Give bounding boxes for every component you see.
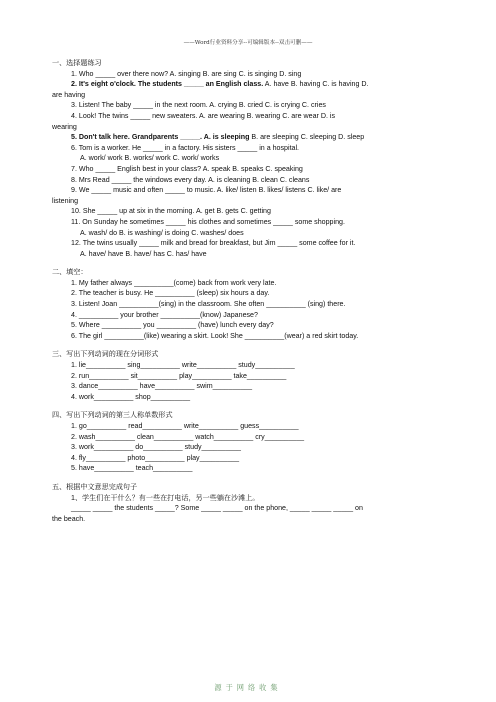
section-title: 一、选择题练习 (52, 58, 102, 67)
section-title: 四、写出下列动词的第三人称单数形式 (52, 410, 173, 420)
question-line: 1、学生们在干什么？有一些在打电话，另一些躺在沙滩上。 (71, 493, 260, 502)
question-line: _____ _____ the students _____? Some _____ _____ on the phone, _____ _____ _____ on (71, 504, 363, 513)
question-line: 9. We _____ music and often _____ to music. A. like/ listen B. likes/ listens C. like/ are (71, 186, 342, 195)
section-title: 五、根据中文意思完成句子 (52, 481, 138, 491)
line-continuation: the beach. (52, 514, 86, 523)
line-rest: A. have B. having C. is having D. (263, 80, 369, 89)
question-line: 8. Mrs Read _____ the windows every day. A. is cleaning B. clean C. cleans (71, 175, 310, 184)
question-line: 11. On Sunday he sometimes _____ his clothes and sometimes _____ some shopping. (71, 217, 345, 226)
bold-text: 2. It's eight o'clock. The students _____ an English class. (71, 80, 264, 89)
question-line: 1. lie__________ sing__________ write__________ study__________ (71, 361, 295, 370)
section-title: 三、写出下列动词的现在分词形式 (52, 349, 159, 359)
question-line: 3. work__________ do__________ study__________ (71, 443, 242, 452)
question-line: 12. The twins usually _____ milk and bread for breakfast, but Jim _____ some coffee for it. (71, 239, 356, 248)
bold-text: 5. Don't talk here. Grandparents _____. A. is sleeping (71, 133, 250, 142)
question-line: 5. Where __________ you __________ (have) lunch every day? (71, 321, 274, 330)
question-line: 6. Tom is a worker. He _____ in a factory. His sisters _____ in a hospital. (71, 143, 300, 152)
question-line: 3. dance__________ have__________ swim__________ (71, 382, 253, 391)
question-line: 5. have__________ teach__________ (71, 464, 193, 473)
section-title: 二、填空： (52, 267, 88, 277)
line-continuation: listening (52, 196, 79, 205)
question-line: 7. Who _____ English best in your class? A. speak B. speaks C. speaking (71, 164, 303, 173)
question-line (52, 79, 444, 90)
answer-options: A. work/ work B. works/ work C. work/ works (80, 154, 220, 163)
question-line: 6. The girl __________(like) wearing a skirt. Look! She __________(wear) a red skirt today. (71, 331, 359, 340)
question-line: 1. My father always __________(come) back from work very late. (71, 278, 277, 287)
answer-options: A. have/ have B. have/ has C. has/ have (80, 249, 207, 258)
question-line: 10. She _____ up at six in the morning. A. get B. gets C. getting (71, 207, 271, 216)
document-body (52, 58, 444, 524)
line-rest: B. are sleeping C. sleeping D. sleep (249, 133, 365, 142)
question-line: 1. go__________ read__________ write__________ guess__________ (71, 422, 299, 430)
question-line: 4. fly__________ photo__________ play__________ (71, 453, 240, 462)
page-header: ——Word行业资料分享--可编辑版本--双击可删—— (183, 40, 313, 46)
question-line: 3. Listen! The baby _____ in the next room. A. crying B. cried C. is crying C. cries (71, 101, 326, 110)
question-line: 4. __________ your brother __________(know) Japanese? (71, 310, 258, 319)
question-line: 2. wash__________ clean__________ watch__________ cry__________ (71, 432, 305, 441)
line-continuation: are having (52, 90, 86, 99)
answer-options: A. wash/ do B. is washing/ is doing C. washes/ does (80, 228, 244, 237)
page-footer: 源于网络收集 (214, 683, 282, 692)
question-line (52, 132, 444, 143)
question-line: 1. Who _____ over there now? A. singing B. are sing C. is singing D. sing (71, 69, 302, 78)
line-continuation: wearing (52, 122, 77, 131)
question-line: 2. The teacher is busy. He __________ (sleep) six hours a day. (71, 289, 270, 298)
question-line: 4. work__________ shop__________ (71, 392, 191, 401)
question-line: 3. Listen! Joan __________(sing) in the classroom. She often __________ (sing) there. (71, 300, 346, 309)
question-line: 2. run__________ sit__________ play__________ take__________ (71, 371, 287, 380)
question-line: 4. Look! The twins _____ new sweaters. A. are wearing B. wearing C. are wear D. is (71, 111, 336, 120)
